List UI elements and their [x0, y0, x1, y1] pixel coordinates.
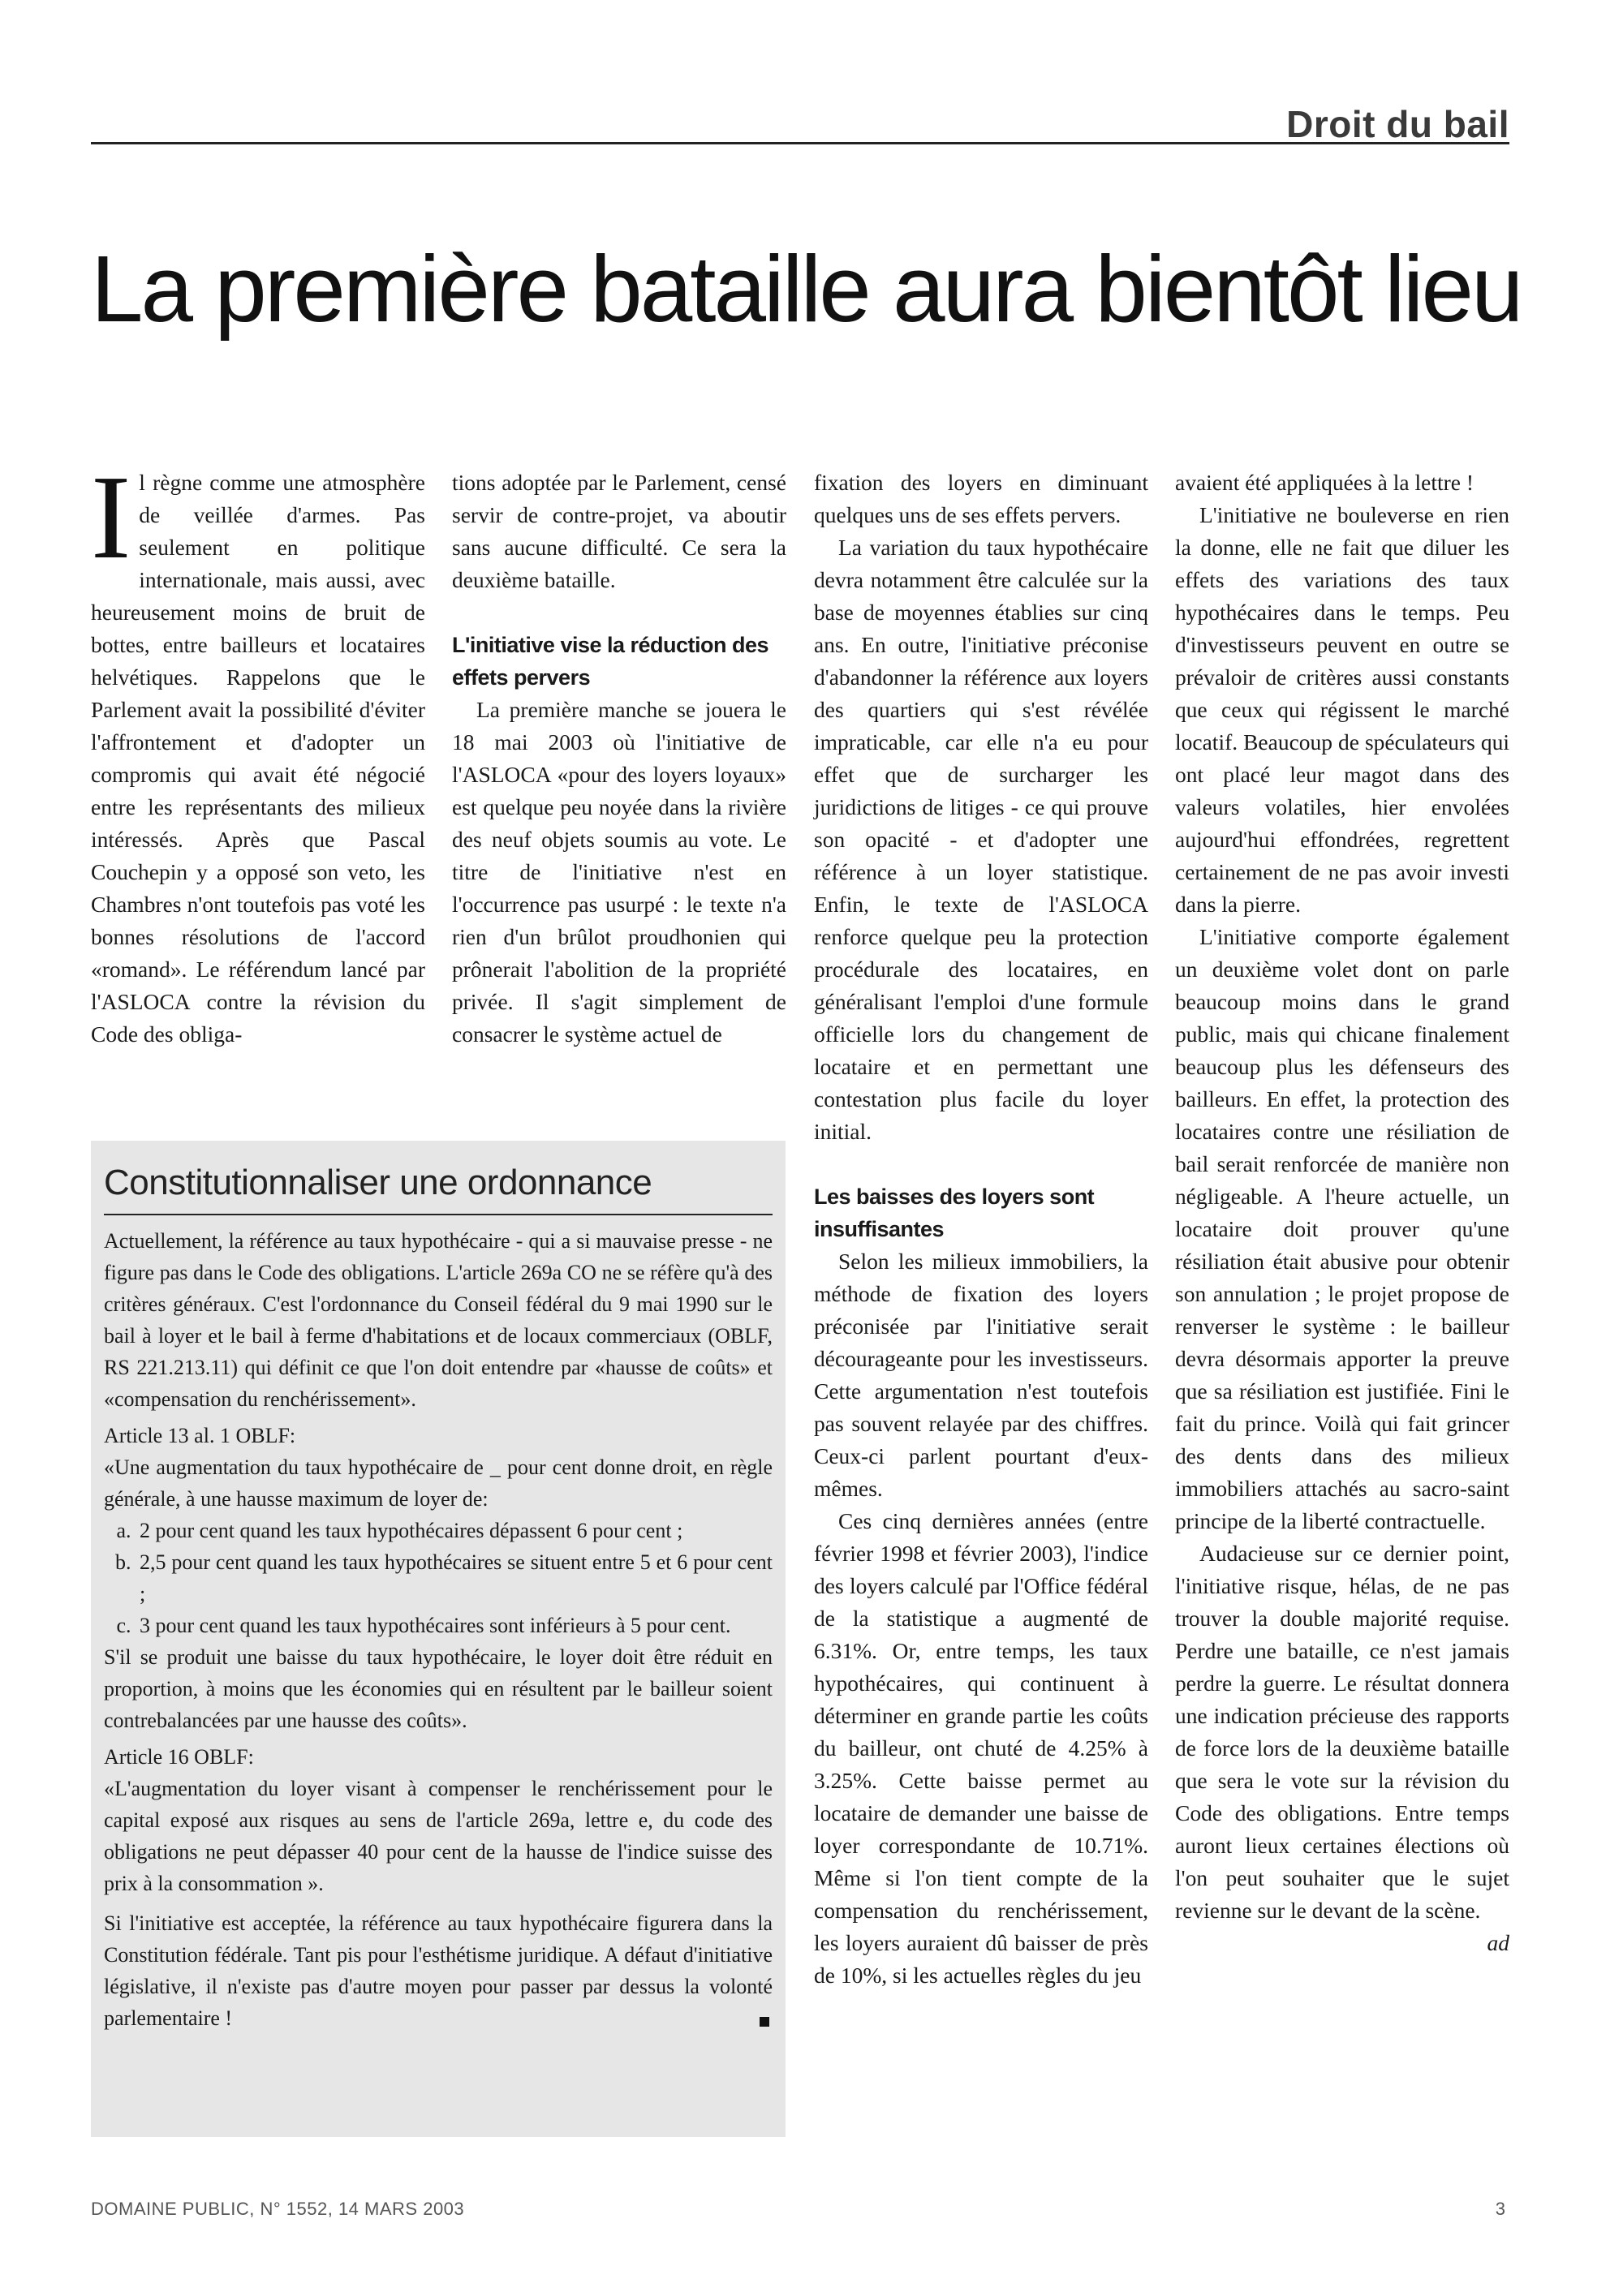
paragraph: avaient été appliquées à la lettre ! — [1175, 470, 1474, 495]
list-item: c. 3 pour cent quand les taux hypothécaires sont inférieurs à 5 pour cent. — [136, 1610, 773, 1641]
box-rule — [104, 1214, 773, 1215]
rate-list — [104, 1515, 773, 1641]
article-13-text: «Une augmentation du taux hypothécaire de _ pour cent donne droit, en règle générale, à une hausse maximum de loyer de: — [104, 1455, 773, 1511]
article-column-4 — [1175, 467, 1509, 1959]
page-number: 3 — [1495, 2199, 1505, 2219]
paragraph: La première manche se jouera le 18 mai 2003 où l'initiative de l'ASLOCA «pour des loyers loyaux» est quelque peu noyée dans la rivière des neuf objets soumis au vote. Le titre de l'initiative n'est en l'occurrence pas usurpé : le texte n'a rien d'un brûlot proudhonien qui prônerait l'abolition de la propriété privée. Il s'agit simplement de consacrer le système actuel de — [452, 697, 786, 1047]
article-16-label: Article 16 OBLF: — [104, 1745, 254, 1769]
list-item: b. 2,5 pour cent quand les taux hypothécaires se situent entre 5 et 6 pour cent ; — [136, 1546, 773, 1610]
article-column-1 — [91, 451, 425, 1051]
sidebar-box — [91, 1141, 786, 2137]
paragraph: L'initiative ne bouleverse en rien la donne, elle ne fait que diluer les effets des variations des taux hypothécaires dans le temps. Peu d'investisseurs peuvent en outre se prévaloir de critères aussi constants que ceux qui régissent le marché locatif. Beaucoup de spéculateurs qui ont placé leur magot dans des valeurs volatiles, hier envolées aujourd'hui effondrées, regrettent certainement de ne pas avoir investi dans la pierre. — [1175, 502, 1509, 917]
paragraph-text: Audacieuse sur ce dernier point, l'initiative risque, hélas, de ne pas trouver la double majorité requise. Perdre une bataille, ce n'est jamais perdre la guerre. Le résultat donnera une indication précieuse des rapports de force lors de la deuxième bataille que sera le vote sur la révision du Code des obligations. Entre temps auront lieux certaines élections où l'on peut souhaiter que le sujet revienne sur le devant de la scène. — [1175, 1541, 1509, 1923]
box-conclusion — [104, 1907, 773, 2034]
box-paragraph: Actuellement, la référence au taux hypothécaire - qui a si mauvaise presse - ne figure pas dans le Code des obligations. L'article 269a CO ne se réfère qu'à des critères généraux. C'est l'ordonnance du Conseil fédéral du 9 mai 1990 sur le bail à loyer et le bail à ferme d'habitations et de locaux commerciaux (OBLF, RS 221.213.11) qui définit ce que l'on doit entendre par «hausse de coûts» et «compensation du renchérissement». — [104, 1229, 773, 1411]
subheading: Les baisses des loyers sont insuffisantes — [814, 1185, 1095, 1241]
article-13-label: Article 13 al. 1 OBLF: — [104, 1424, 296, 1447]
conclusion-text: Si l'initiative est acceptée, la référence au taux hypothécaire figurera dans la Constitution fédérale. Tant pis pour l'esthétisme juridique. A défaut d'initiative législative, il n'existe pas d'autre moyen pour passer par dessus la volonté parlementaire ! — [104, 1911, 773, 2030]
box-title: Constitutionnaliser une ordonnance — [104, 1163, 652, 1202]
article-16-text: «L'augmentation du loyer visant à compenser le renchérissement pour le capital exposé aux risques au sens de l'article 269a, lettre e, du code des obligations ne peut dépasser 40 pour cent de la hausse de l'indice suisse des prix à la consommation ». — [104, 1777, 773, 1895]
paragraph: tions adoptée par le Parlement, censé servir de contre-projet, va aboutir sans aucune difficulté. Ce sera la deuxième bataille. — [452, 470, 786, 592]
article-title: La première bataille aura bientôt lieu — [91, 236, 1522, 342]
article-column-2 — [452, 467, 786, 1051]
section-label: Droit du bail — [1286, 103, 1509, 145]
article-13-end: S'il se produit une baisse du taux hypothécaire, le loyer doit être réduit en proportion, à moins que les économies qui en résultent par le bailleur soient contrebalancées par une hausse des coûts». — [104, 1645, 773, 1732]
header-rule — [91, 142, 1509, 144]
drop-cap: I — [91, 451, 131, 584]
paragraph: La variation du taux hypothécaire devra notamment être calculée sur la base de moyennes établies sur cinq ans. En outre, l'initiative préconise d'abandonner la référence aux loyers des quartiers qui s'est révélée impraticable, car elle n'a eu pour effet que de surcharger les juridictions de litiges - ce qui prouve son opacité - et d'adopter une référence à un loyer statistique. Enfin, le texte de l'ASLOCA renforce quelque peu la protection procédurale des locataires, en généralisant l'emploi d'une formule officielle lors du changement de locataire et en permettant une contestation plus facile du loyer initial. — [814, 535, 1148, 1144]
paragraph: fixation des loyers en diminuant quelques uns de ses effets pervers. — [814, 470, 1148, 527]
article-column-3 — [814, 467, 1148, 1988]
paragraph-text: l règne comme une atmosphère de veillée d'armes. Pas seulement en politique internationale, mais aussi, avec heureusement moins de bruit de bottes, entre bailleurs et locataires helvétiques. Rappelons que le Parlement avait la possibilité d'éviter l'affrontement et d'adopter un compromis qui avait été négocié entre les représentants des milieux intéressés. Après que Pascal Couchepin y a opposé son veto, les Chambres n'ont toutefois pas voté les bonnes résolutions de l'accord «romand». Le référendum lancé par l'ASLOCA contre la révision du Code des obliga- — [91, 470, 425, 1047]
paragraph: Selon les milieux immobiliers, la méthode de fixation des loyers préconisée par l'initiative serait décourageante pour les investisseurs. Cette argumentation n'est toutefois pas souvent relayée par des chiffres. Ceux-ci parlent pourtant d'eux-mêmes. — [814, 1249, 1148, 1501]
paragraph: L'initiative comporte également un deuxième volet dont on parle beaucoup moins dans le grand public, mais qui chicane finalement beaucoup plus les défenseurs des bailleurs. En effet, la protection des locataires contre une résiliation de bail serait renforcée de manière non négligeable. A l'heure actuelle, un locataire doit prouver qu'une résiliation était abusive pour obtenir son annulation ; le projet propose de renverser le système : le bailleur devra désormais apporter la preuve que sa résiliation est justifiée. Fini le fait du prince. Voilà qui fait grincer des dents dans des milieux immobiliers attachés au sacro-saint principe de la liberté contractuelle. — [1175, 924, 1509, 1533]
paragraph — [1175, 1537, 1509, 1955]
end-mark-icon — [760, 2017, 769, 2027]
list-item: a. 2 pour cent quand les taux hypothécaires dépassent 6 pour cent ; — [136, 1515, 773, 1546]
author-signature: ad — [1487, 1930, 1509, 1955]
footer-publication: DOMAINE PUBLIC, N° 1552, 14 MARS 2003 — [91, 2199, 465, 2219]
paragraph: Ces cinq dernières années (entre février 1998 et février 2003), l'indice des loyers calculé par l'Office fédéral de la statistique a augmenté de 6.31%. Or, entre temps, les taux hypothécaires, qui continuent à déterminer en grande partie les coûts du bailleur, ont chuté de 4.25% à 3.25%. Cette baisse permet au locataire de demander une baisse de loyer correspondante de 10.71%. Même si l'on tient compte de la compensation du renchérissement, les loyers auraient dû baisser de près de 10%, si les actuelles règles du jeu — [814, 1508, 1148, 1988]
paragraph — [91, 451, 425, 1051]
subheading: L'initiative vise la réduction des effets pervers — [452, 633, 769, 690]
